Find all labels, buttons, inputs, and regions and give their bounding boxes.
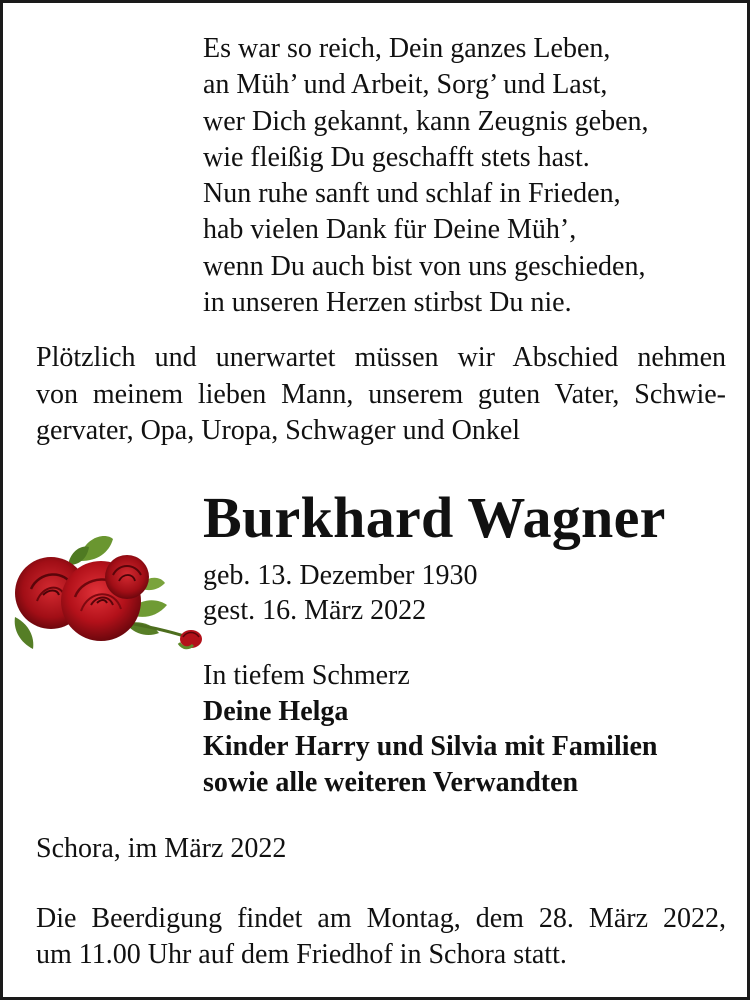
mourner-wife: Deine Helga bbox=[203, 695, 349, 727]
poem-line: in unseren Herzen stirbst Du nie. bbox=[203, 287, 572, 319]
mourners-intro: In tiefem Schmerz bbox=[203, 660, 410, 691]
memorial-poem bbox=[203, 31, 723, 321]
mourners-block bbox=[203, 658, 733, 800]
poem-line: Nun ruhe sanft und schlaf in Frieden, bbox=[203, 178, 621, 210]
poem-line: wenn Du auch bist von uns geschieden, bbox=[203, 250, 646, 282]
mourner-relatives: sowie alle weiteren Verwandten bbox=[203, 766, 579, 798]
birth-date: geb. 13. Dezember 1930 bbox=[203, 560, 478, 591]
roses-illustration bbox=[9, 531, 209, 656]
life-dates bbox=[203, 558, 603, 628]
funeral-notice bbox=[36, 901, 726, 973]
intro-line: von meinem lieben Mann, unserem guten Vater, Schwie- bbox=[36, 378, 726, 410]
funeral-line: Die Beerdigung findet am Montag, dem 28. März 2022, bbox=[36, 903, 726, 934]
intro-line: gervater, Opa, Uropa, Schwager und Onkel bbox=[36, 415, 521, 446]
poem-line: an Müh’ und Arbeit, Sorg’ und Last, bbox=[203, 69, 608, 101]
death-date: gest. 16. März 2022 bbox=[203, 595, 427, 626]
poem-line: wer Dich gekannt, kann Zeugnis geben, bbox=[203, 105, 649, 137]
poem-line: hab vielen Dank für Deine Müh’, bbox=[203, 214, 577, 246]
deceased-name: Burkhard Wagner bbox=[203, 485, 666, 550]
announcement-intro bbox=[36, 340, 726, 450]
place-date: Schora, im März 2022 bbox=[36, 833, 287, 864]
intro-line: Plötzlich und unerwartet müssen wir Abschied nehmen bbox=[36, 342, 726, 373]
poem-line: Es war so reich, Dein ganzes Leben, bbox=[203, 33, 611, 64]
poem-line: wie fleißig Du geschafft stets hast. bbox=[203, 141, 590, 173]
funeral-line: um 11.00 Uhr auf dem Friedhof in Schora statt. bbox=[36, 939, 567, 970]
mourner-children: Kinder Harry und Silvia mit Familien bbox=[203, 731, 658, 762]
